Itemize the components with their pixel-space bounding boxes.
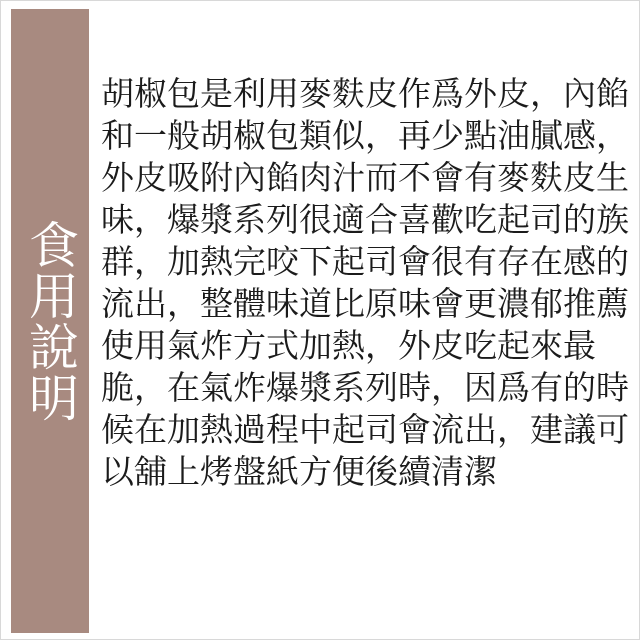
sidebar-band (11, 9, 89, 633)
sidebar-title: 食用說明 (21, 219, 79, 423)
description-paragraph: 胡椒包是利用麥麩皮作爲外皮，內餡和一般胡椒包類似，再少點油膩感，外皮吸附內餡肉汁而不會有麥麩皮生味，爆漿系列很適合喜歡吃起司的族群，加熱完咬下起司會很有存在感的流出，整體味道比原味會更濃郁推薦使用氣炸方式加熱，外皮吃起來最脆，在氣炸爆漿系列時，因爲有的時候在加熱過程中起司會流出，建議可以舖上烤盤紙方便後續清潔 (101, 74, 629, 491)
